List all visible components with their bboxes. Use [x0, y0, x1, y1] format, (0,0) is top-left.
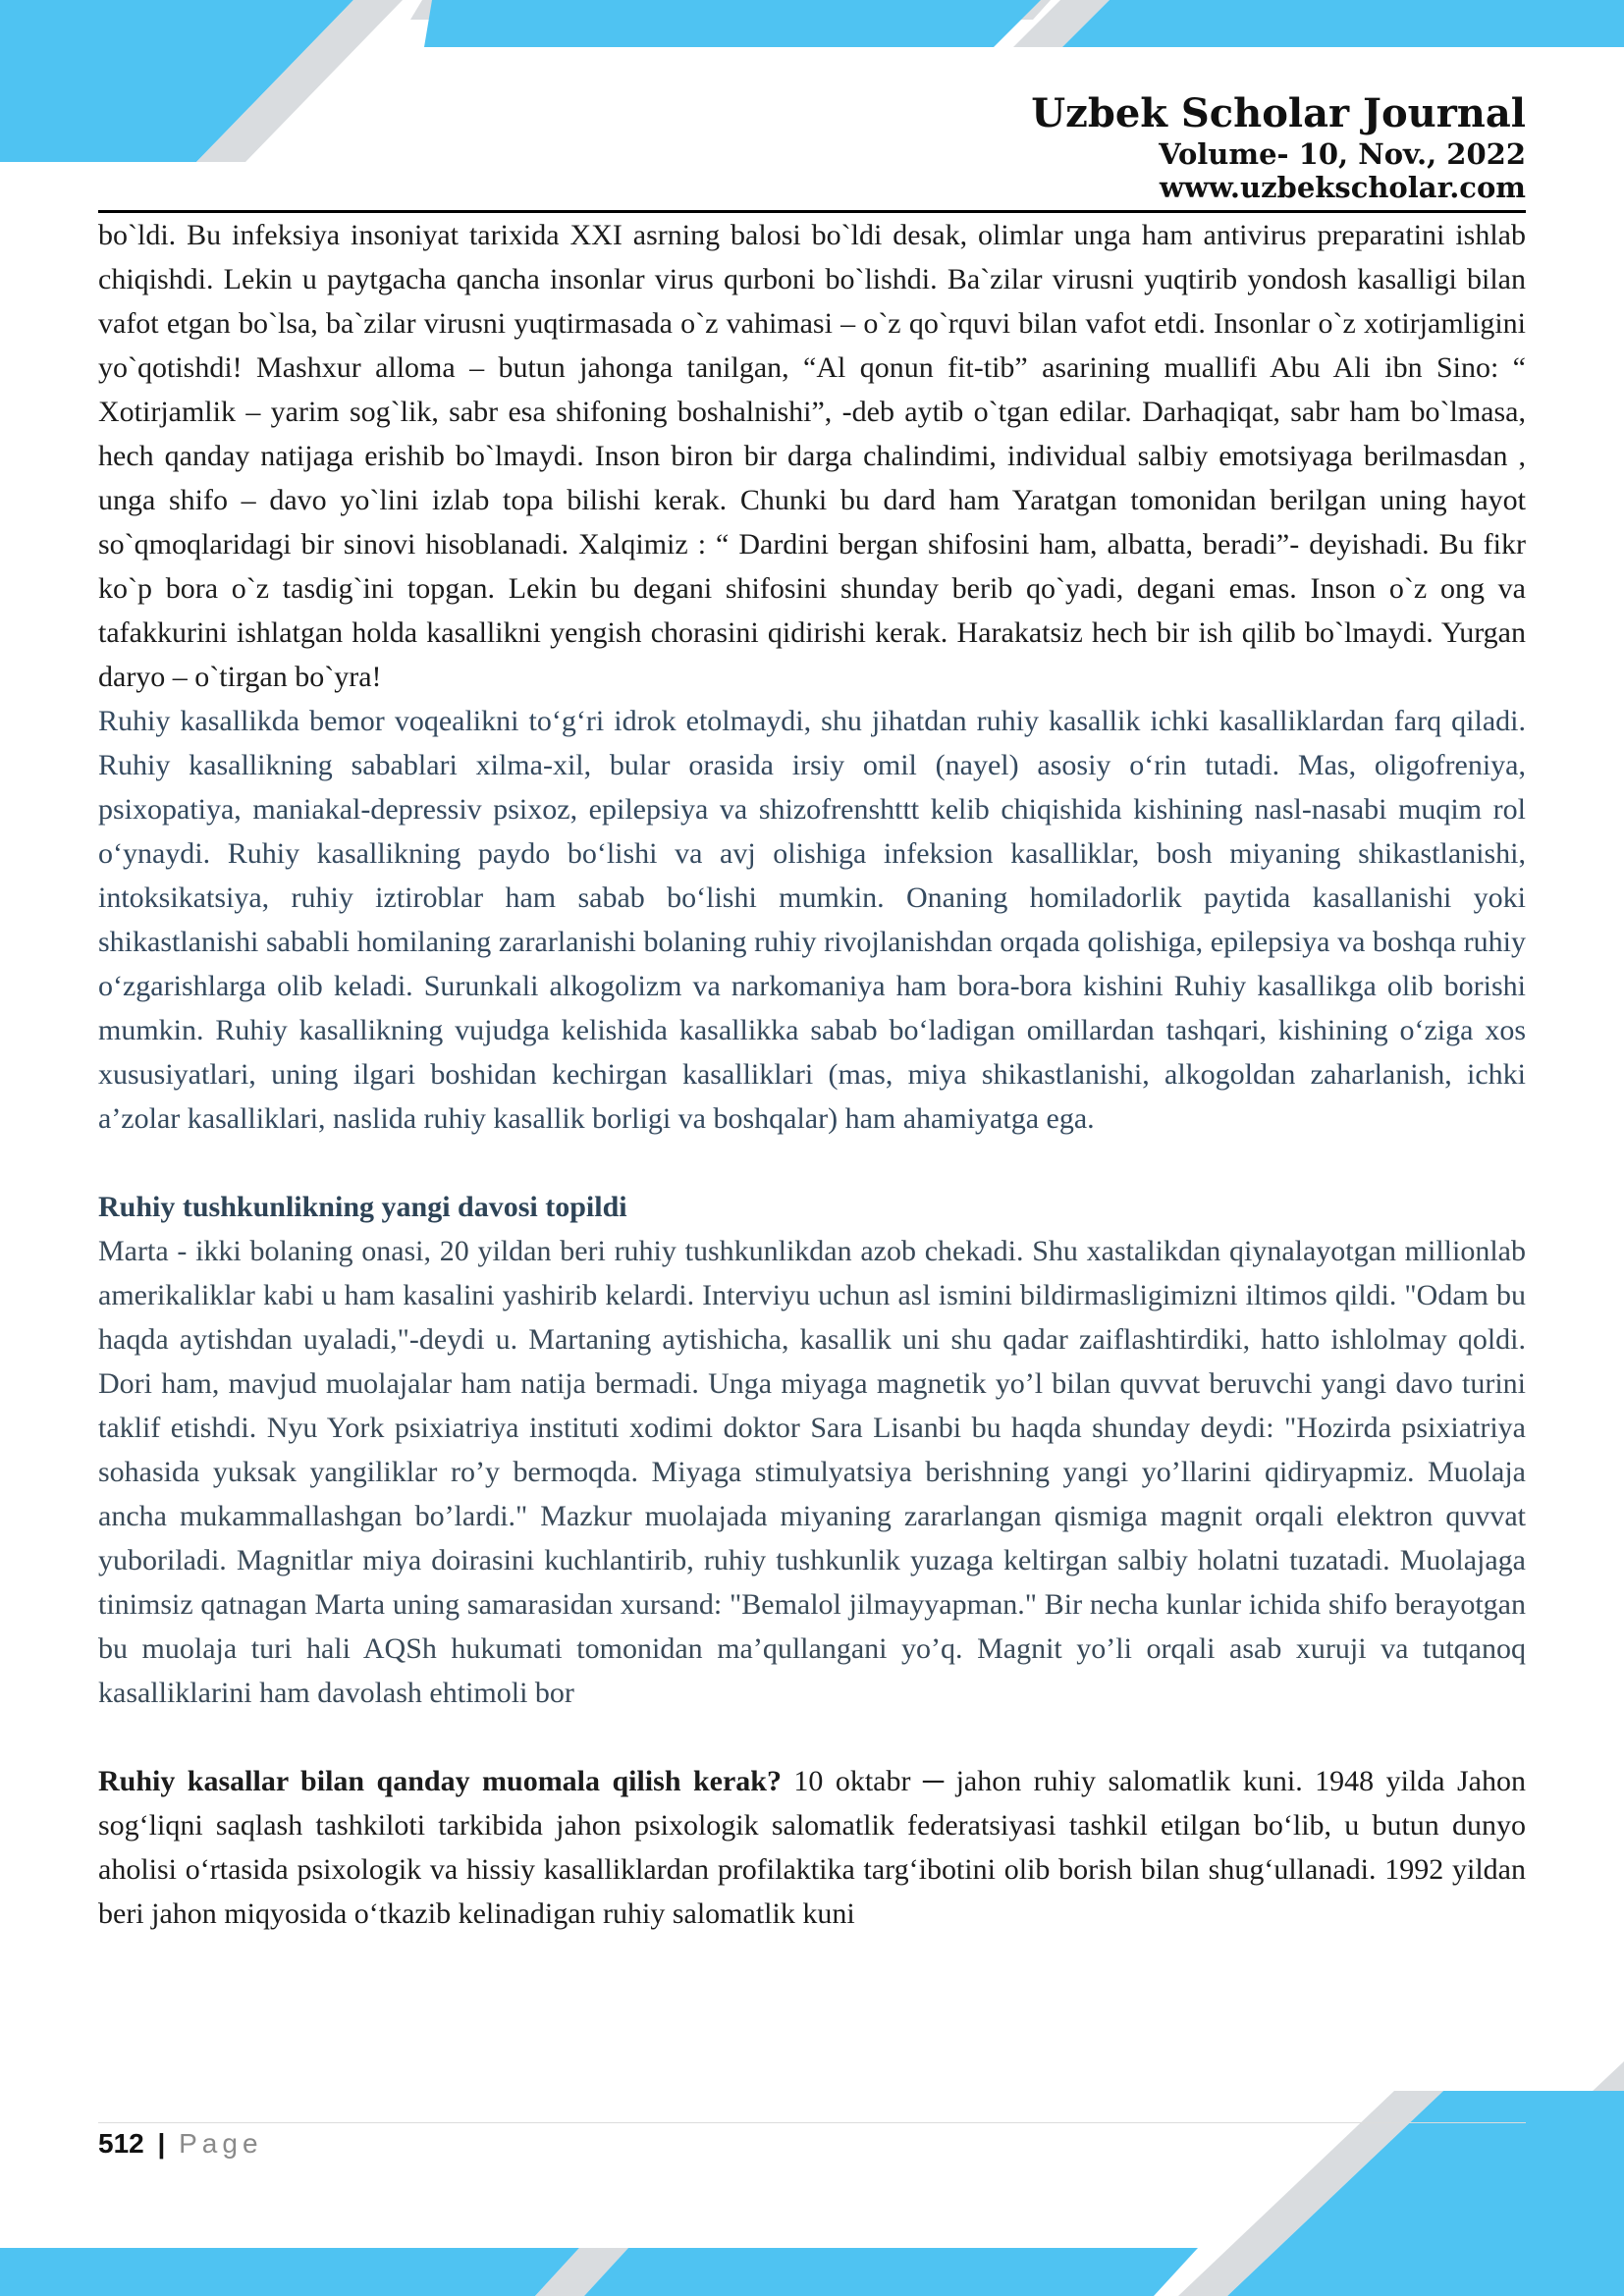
page-number: 512	[98, 2128, 144, 2159]
page-separator: |	[157, 2128, 166, 2159]
body-paragraph-2: Ruhiy kasallikda bemor voqealikni toʻgʻri idrok etolmaydi, shu jihatdan ruhiy kasallik ichki kasalliklardan farq qiladi. Ruhiy kasallikning sabablari xilma-xil, bular orasida irsiy omil (nayel) asosiy oʻrin tutadi. Mas, oligofreniya, psixopatiya, maniakal-depressiv psixoz, epilepsiya va shizofrenshttt kelib chiqishida kishining nasl-nasabi muqim rol oʻynaydi. Ruhiy kasallikning paydo boʻlishi va avj olishiga infeksion kasalliklar, bosh miyaning shikastlanishi, intoksikatsiya, ruhiy iztiroblar ham sabab boʻlishi mumkin. Onaning homiladorlik paytida kasallanishi yoki shikastlanishi sababli homilaning zararlanishi bolaning ruhiy rivojlanishdan orqada qolishiga, epilepsiya va boshqa ruhiy oʻzgarishlarga olib keladi. Surunkali alkogolizm va narkomaniya ham bora-bora kishini Ruhiy kasallikga olib borishi mumkin. Ruhiy kasallikning vujudga kelishida kasallikka sabab boʻladigan omillardan tashqari, kishining oʻziga xos xususiyatlari, uning ilgari boshidan kechirgan kasalliklari (mas, miya shikastlanishi, alkogoldan zaharlanish, ichki a’zolar kasalliklari, naslida ruhiy kasallik borligi va boshqalar) ham ahamiyatga ega.	[98, 705, 1526, 1135]
bottom-blue-strip-mid	[584, 2248, 1198, 2296]
body-paragraph-4	[98, 1759, 1526, 1936]
spacer	[98, 1715, 1526, 1759]
top-gray-strip-left	[410, 0, 1051, 20]
top-left-gray-stripe	[196, 0, 403, 162]
top-blue-strip-right	[1062, 0, 1624, 47]
journal-title: Uzbek Scholar Journal	[1031, 90, 1526, 136]
body-paragraph-1: bo`ldi. Bu infeksiya insoniyat tarixida XXI asrning balosi bo`ldi desak, olimlar unga ham antivirus preparatini ishlab chiqishdi. Lekin u paytgacha qancha insonlar virus qurboni bo`lishdi. Ba`zilar virusni yuqtirib yondosh kasalligi bilan vafot etgan bo`lsa, ba`zilar virusni yuqtirmasada o`z vahimasi – o`z qo`rquvi bilan vafot etdi. Insonlar o`z xotirjamligini yo`qotishdi! Mashxur alloma – butun jahonga tanilgan, “Al qonun fit-tib” asarining muallifi Abu Ali ibn Sino: “ Xotirjamlik – yarim sog`lik, sabr esa shifoning boshalnishi”, -deb aytib o`tgan edilar. Darhaqiqat, sabr ham bo`lmasa, hech qanday natijaga erishib bo`lmaydi. Inson biron bir darga chalindimi, individual salbiy emotsiyaga berilmasdan , unga shifo – davo yo`lini izlab topa bilishi kerak. Chunki bu dard ham Yaratgan tomonidan berilgan uning hayot so`qmoqlaridagi bir sinovi hisoblanadi. Xalqimiz : “ Dardini bergan shifosini ham, albatta, beradi”- deyishadi. Bu fikr ko`p bora o`z tasdig`ini topgan. Lekin bu degani shifosini shunday berib qo`yadi, degani emas. Inson o`z ong va tafakkurini ishlatgan holda kasallikni yengish chorasini qidirishi kerak. Harakatsiz hech bir ish qilib bo`lmaydi. Yurgan daryo – o`tirgan bo`yra!	[98, 219, 1526, 693]
top-blue-strip	[424, 0, 1041, 47]
spacer	[98, 1141, 1526, 1185]
journal-volume: Volume- 10, Nov., 2022	[1159, 137, 1526, 171]
section-heading-communication: Ruhiy kasallar bilan qanday muomala qilish kerak?	[98, 1765, 782, 1797]
footer-divider	[98, 2122, 1526, 2123]
page-footer	[98, 2126, 263, 2162]
article-body	[98, 213, 1526, 1936]
bottom-right-gray-stripe	[1375, 2061, 1624, 2296]
bottom-blue-strip-left	[0, 2248, 579, 2296]
top-gray-strip-right	[1013, 0, 1110, 47]
section-heading-new-treatment: Ruhiy tushkunlikning yangi davosi topildi	[98, 1191, 627, 1223]
journal-header	[1031, 90, 1526, 204]
page-label: Page	[179, 2128, 263, 2159]
top-left-blue-banner	[0, 0, 353, 162]
journal-website: www.uzbekscholar.com	[1159, 171, 1526, 204]
body-paragraph-3: Marta - ikki bolaning onasi, 20 yildan beri ruhiy tushkunlikdan azob chekadi. Shu xastalikdan qiynalayotgan millionlab amerikaliklar kabi u ham kasalini yashirib kelardi. Interviyu uchun asl ismini bildirmasligimizni iltimos qildi. "Odam bu haqda aytishdan uyaladi,"-deydi u. Martaning aytishicha, kasallik uni shu qadar zaiflashtirdiki, hatto ishlolmay qoldi. Dori ham, mavjud muolajalar ham natija bermadi. Unga miyaga magnetik yo’l bilan quvvat beruvchi yangi davo turini taklif etishdi. Nyu York psixiatriya instituti xodimi doktor Sara Lisanbi bu haqda shunday deydi: "Hozirda psixiatriya sohasida yuksak yangiliklar ro’y bermoqda. Miyaga stimulyatsiya berishning yangi yo’llarini qidiryapmiz. Muolaja ancha mukammallashgan bo’lardi." Mazkur muolajada miyaning zararlangan qismiga magnit orqali elektron quvvat yuboriladi. Magnitlar miya doirasini kuchlantirib, ruhiy tushkunlik yuzaga keltirgan salbiy holatni tuzatadi. Muolajaga tinimsiz qatnagan Marta uning samarasidan xursand: "Bemalol jilmayyapman." Bir necha kunlar ichida shifo berayotgan bu muolaja turi hali AQSh hukumati tomonidan ma’qullangani yo’q. Magnit yo’li orqali asab xuruji va tutqanoq kasalliklarini ham davolash ehtimoli bor	[98, 1235, 1526, 1709]
body-paragraph-4-text: 10 oktabr ─ jahon ruhiy salomatlik kuni. 1948 yilda Jahon sogʻliqni saqlash tashkiloti tarkibida jahon psixologik salomatlik federatsiyasi tashkil etilgan boʻlib, u butun dunyo aholisi oʻrtasida psixologik va hissiy kasalliklardan profilaktika targʻibotini olib borish bilan shugʻullanadi. 1992 yildan beri jahon miqyosida oʻtkazib kelinadigan ruhiy salomatlik kuni	[98, 1765, 1526, 1930]
bottom-gray-strip	[535, 2248, 628, 2296]
